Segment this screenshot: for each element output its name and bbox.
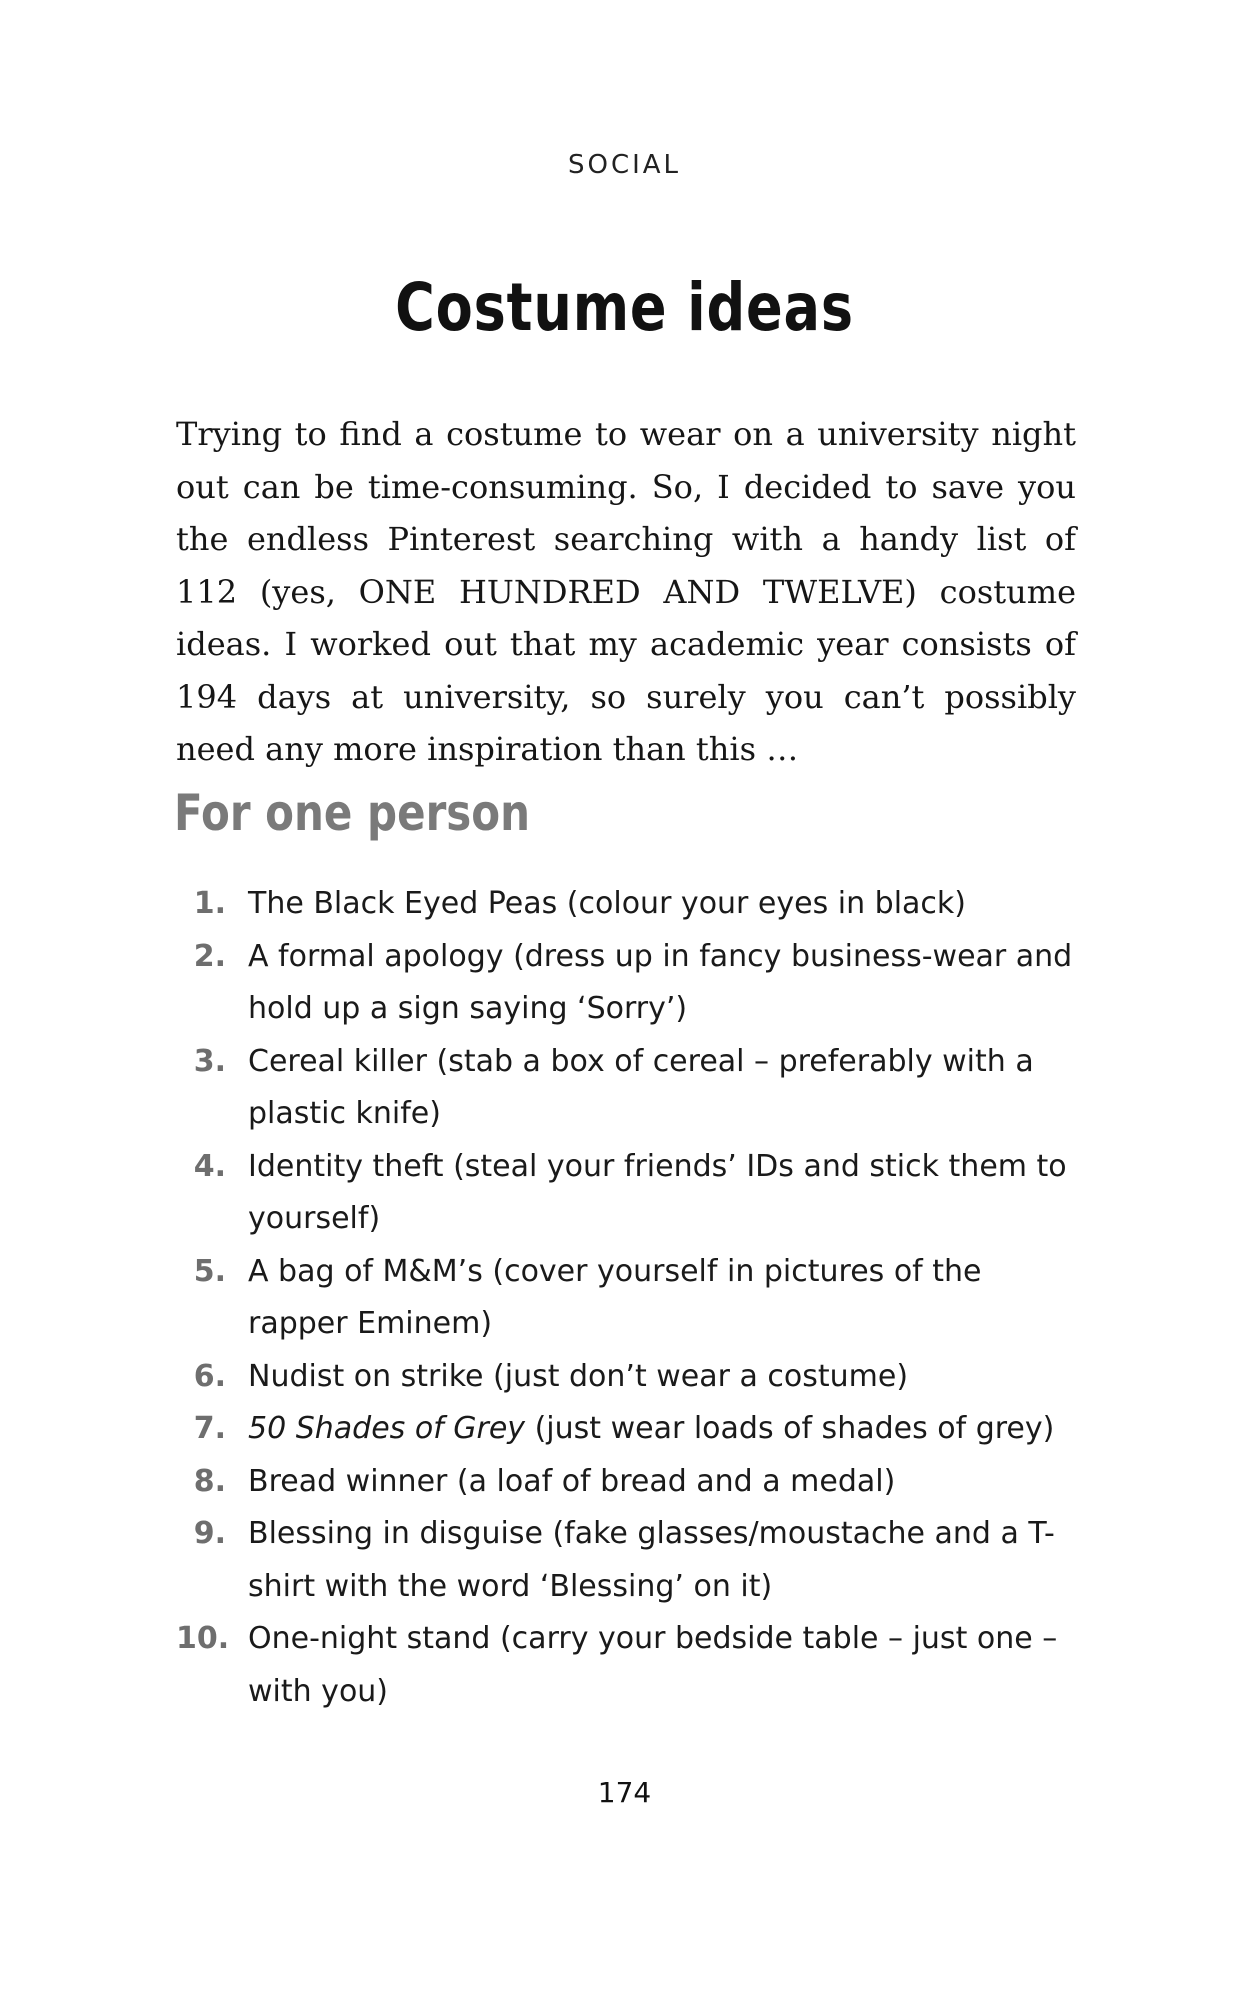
list-item	[176, 1246, 1076, 1351]
list-item	[176, 1613, 1076, 1718]
list-item	[176, 1508, 1076, 1613]
list-item	[176, 931, 1076, 1036]
item-text: Blessing in disguise (fake glasses/moustache and a T-shirt with the word ‘Blessing’ on it)	[248, 1516, 1055, 1604]
list-item	[176, 1036, 1076, 1141]
item-number: 7.	[193, 1411, 226, 1446]
costume-list	[176, 878, 1076, 1718]
page-number: 174	[597, 1776, 652, 1809]
item-text: A bag of M&M’s (cover yourself in pictures of the rapper Eminem)	[248, 1253, 982, 1341]
list-item	[176, 1456, 1076, 1509]
item-number: 1.	[193, 886, 226, 921]
item-number: 4.	[193, 1148, 226, 1184]
item-text: The Black Eyed Peas (colour your eyes in black)	[248, 886, 966, 921]
item-text	[248, 1403, 1076, 1456]
list-item	[176, 878, 1076, 931]
list-item	[176, 1351, 1076, 1404]
item-number: 2.	[193, 938, 226, 974]
page-title: Costume ideas	[395, 269, 854, 346]
running-head: SOCIAL	[567, 150, 682, 180]
item-text-rest: (just wear loads of shades of grey)	[525, 1411, 1055, 1446]
item-number: 9.	[193, 1516, 226, 1551]
item-number: 6.	[193, 1358, 226, 1394]
item-number: 3.	[193, 1043, 226, 1079]
item-text: Cereal killer (stab a box of cereal – preferably with a plastic knife)	[248, 1043, 1034, 1131]
list-item	[176, 1141, 1076, 1246]
item-text: A formal apology (dress up in fancy business-wear and hold up a sign saying ‘Sorry’)	[248, 938, 1073, 1026]
item-number: 10.	[176, 1621, 230, 1656]
intro-paragraph: Trying to find a costume to wear on a university night out can be time-consuming. So, I decided to save you the endless Pinterest searching with a handy list of 112 (yes, ONE HUNDRED AND TWELVE) costume ideas. I worked out that my academic year consists of 194 days at university, so surely you can’t possibly need any more inspiration than this …	[176, 415, 1076, 768]
item-text: One-night stand (carry your bedside table – just one – with you)	[248, 1621, 1058, 1709]
item-number: 5.	[193, 1253, 226, 1289]
list-item	[176, 1403, 1076, 1456]
item-text: Identity theft (steal your friends’ IDs and stick them to yourself)	[248, 1148, 1067, 1236]
item-text: Nudist on strike (just don’t wear a costume)	[248, 1358, 909, 1394]
item-text: Bread winner (a loaf of bread and a medal)	[248, 1463, 896, 1499]
book-title: 50 Shades of Grey	[248, 1411, 526, 1446]
item-number: 8.	[193, 1463, 226, 1499]
section-heading: For one person	[174, 784, 531, 842]
